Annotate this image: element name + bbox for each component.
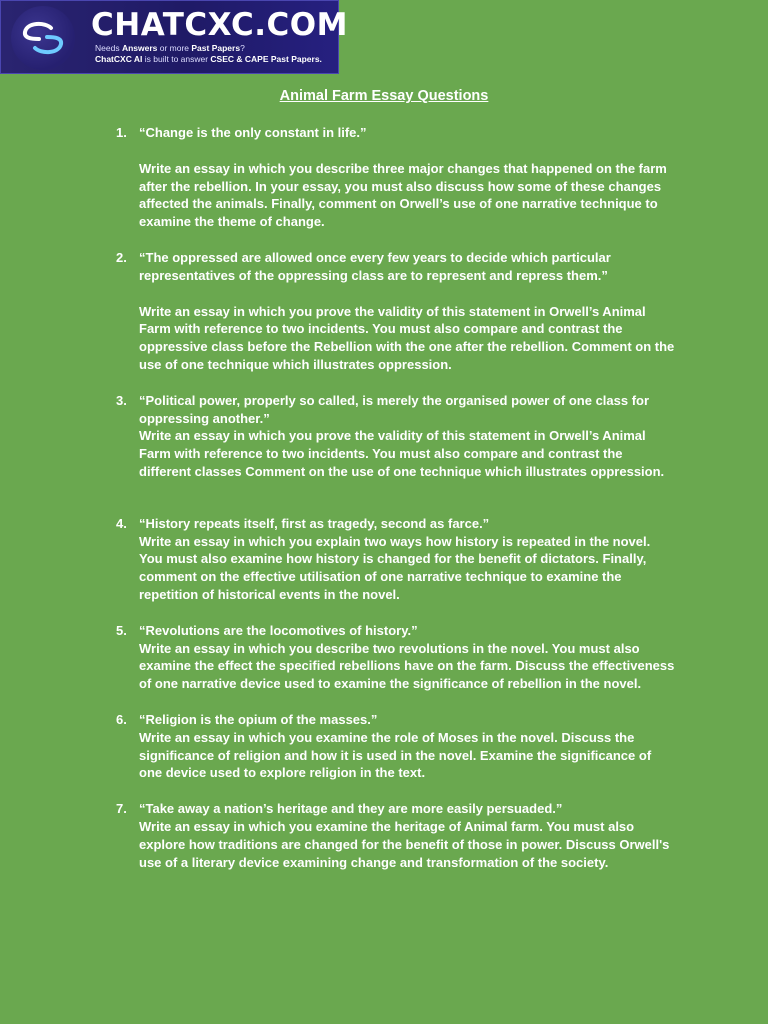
question-quote: “History repeats itself, first as tragedy, second as farce.” (139, 515, 490, 531)
question-list (116, 124, 676, 871)
chatcxc-banner[interactable] (0, 0, 348, 74)
question-item (116, 622, 676, 693)
question-item (116, 249, 676, 374)
question-quote: “Revolutions are the locomotives of history.” (139, 622, 418, 638)
question-prompt: Write an essay in which you describe two revolutions in the novel. You must also examine the effect the specified rebellions have on the farm. Discuss the effectiveness of one narrative device used to examine the significance of rebellion in the novel. (139, 640, 675, 692)
page-title: Animal Farm Essay Questions (279, 88, 489, 104)
question-item (116, 800, 676, 871)
banner-tagline-1: Needs Answers or more Past Papers? (95, 43, 245, 53)
brand-name: CHATCXC.COM (91, 7, 348, 43)
question-number: 7. (116, 801, 127, 817)
question-prompt: Write an essay in which you examine the role of Moses in the novel. Discuss the significance of religion and how it is used in the novel. Examine the significance of one device used to explore religion in the text. (139, 729, 652, 781)
banner-tagline-2: ChatCXC AI is built to answer CSEC & CAPE Past Papers. (95, 54, 322, 64)
question-prompt: Write an essay in which you describe three major changes that happened on the farm after the rebellion. In your essay, you must also discuss how some of these changes affected the animals. Finally, comment on Orwell’s use of one narrative technique to examine the theme of change. (139, 160, 667, 230)
question-quote: “Change is the only constant in life.” (139, 125, 367, 140)
question-number: 5. (116, 622, 127, 638)
question-item (116, 392, 676, 481)
chatcxc-logo-icon (11, 6, 75, 70)
question-quote: “Take away a nation’s heritage and they are more easily persuaded.” (139, 801, 563, 817)
question-quote: “Political power, properly so called, is merely the organised power of one class for oppressing another.” (139, 392, 650, 426)
question-prompt: Write an essay in which you examine the heritage of Animal farm. You must also explore how traditions are changed for the benefit of those in power. Discuss Orwell's use of a literary device examining change and transformation of the society. (139, 818, 670, 870)
question-prompt: Write an essay in which you prove the validity of this statement in Orwell’s Animal Farm with reference to two incidents. You must also compare and contrast the oppressive class before the Rebellion with the one after the rebellion. Comment on the use of one technique which illustrates oppression. (139, 303, 675, 372)
question-number: 3. (116, 392, 127, 408)
question-item (116, 711, 676, 782)
question-number: 1. (116, 125, 127, 140)
question-number: 2. (116, 249, 127, 265)
question-item (116, 124, 676, 231)
question-item (116, 515, 676, 604)
question-prompt: Write an essay in which you prove the validity of this statement in Orwell’s Animal Farm with reference to two incidents. You must also compare and contrast the different classes Comment on the use of one technique which illustrates oppression. (139, 428, 665, 479)
question-quote: “The oppressed are allowed once every few years to decide which particular representatives of the oppressing class are to represent and repress them.” (139, 249, 611, 283)
question-number: 4. (116, 515, 127, 531)
question-number: 6. (116, 711, 127, 727)
question-quote: “Religion is the opium of the masses.” (139, 711, 378, 727)
question-prompt: Write an essay in which you explain two ways how history is repeated in the novel. You must also examine how history is changed for the benefit of dictators. Finally, comment on the effective utilisation of one narrative technique to examine the repetition of historical events in the novel. (139, 533, 651, 602)
